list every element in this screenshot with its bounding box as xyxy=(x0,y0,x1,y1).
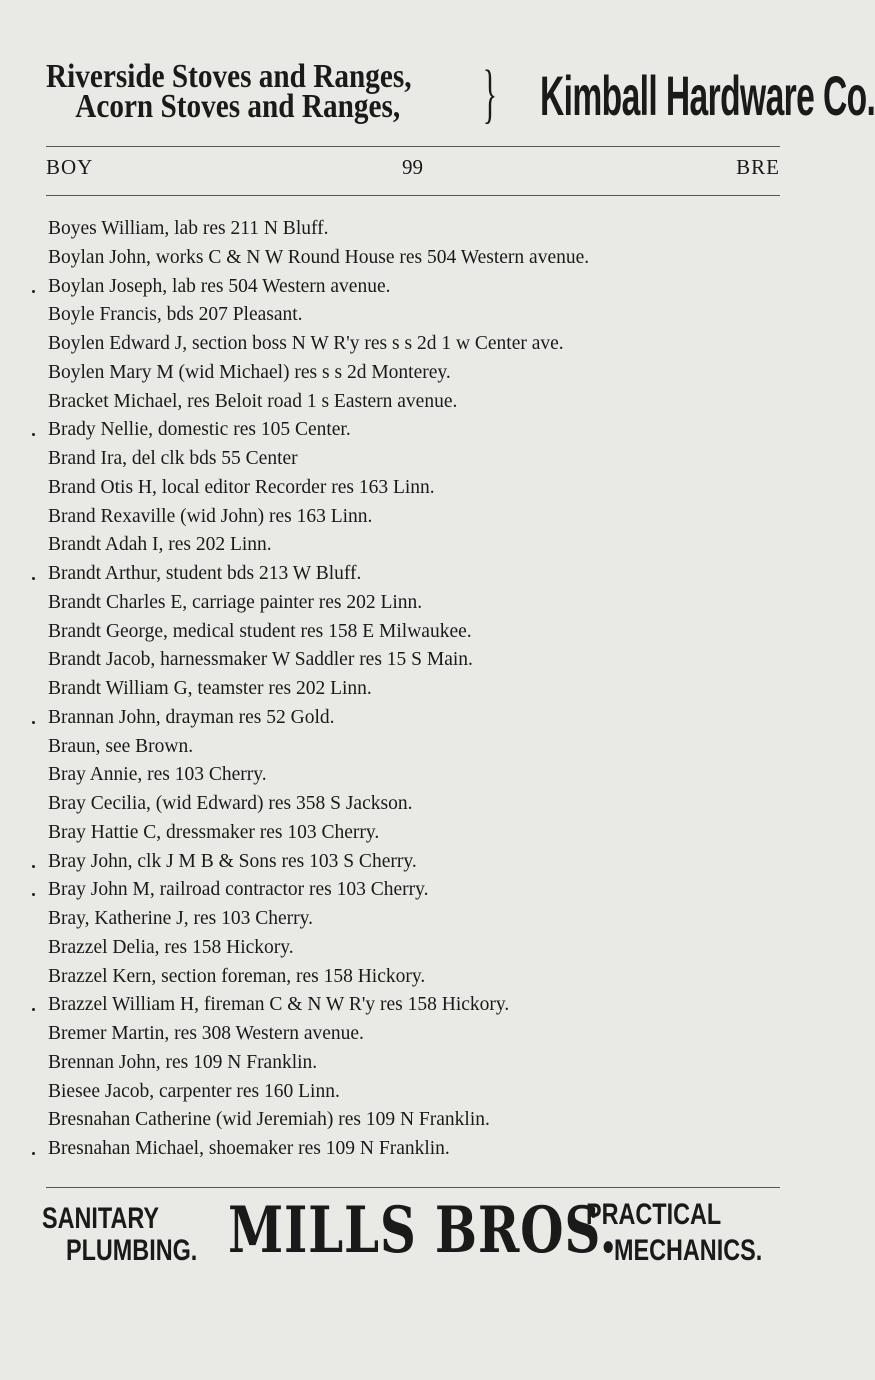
directory-entry: Brannan John, drayman res 52 Gold. xyxy=(48,704,808,733)
kimball-hardware-name: Kimball Hardware Co. xyxy=(540,64,875,127)
directory-entry: Brazzel Kern, section foreman, res 158 Hickory. xyxy=(48,965,426,987)
header-bottom-rule xyxy=(46,195,780,196)
directory-entry: Brandt George, medical student res 158 E Milwaukee. xyxy=(48,620,472,642)
directory-entry: Brand Otis H, local editor Recorder res 163 Linn. xyxy=(48,476,435,498)
directory-entry: Brazzel William H, fireman C & N W R'y res 158 Hickory. xyxy=(48,991,808,1020)
directory-entry: Braun, see Brown. xyxy=(48,735,194,757)
directory-entry: Bresnahan Michael, shoemaker res 109 N Franklin. xyxy=(48,1135,808,1164)
footer-advertisement xyxy=(40,1193,785,1276)
directory-entry: Boylen Mary M (wid Michael) res s s 2d Monterey. xyxy=(48,361,451,383)
stoves-advert-text xyxy=(46,58,424,125)
running-head-right: BRE xyxy=(736,155,780,179)
running-head-left: BOY xyxy=(46,155,94,179)
directory-entry: Boylen Edward J, section boss N W R'y res s s 2d 1 w Center ave. xyxy=(48,333,564,354)
directory-entry: Bray John, clk J M B & Sons res 103 S Cherry. xyxy=(48,848,808,877)
running-head xyxy=(46,155,780,183)
directory-entry: Brandt Adah I, res 202 Linn. xyxy=(48,534,272,556)
ad-mechanics: MECHANICS. xyxy=(614,1234,763,1267)
directory-entry: Bray Cecilia, (wid Edward) res 358 S Jackson. xyxy=(48,793,413,814)
directory-entry: Bray, Katherine J, res 103 Cherry. xyxy=(48,908,313,929)
directory-entry: Bray John M, railroad contractor res 103 Cherry. xyxy=(48,876,808,905)
ad-practical: PRACTICAL xyxy=(586,1198,722,1231)
mills-bros-name: MILLS BROS. xyxy=(228,1193,618,1268)
directory-entry: Boyle Francis, bds 207 Pleasant. xyxy=(48,304,303,326)
ad-plumbing: PLUMBING. xyxy=(66,1234,198,1267)
directory-entry: Boylan Joseph, lab res 504 Western avenue. xyxy=(48,273,808,302)
directory-entry: Boyes William, lab res 211 N Bluff. xyxy=(48,218,329,239)
directory-entry: Boylan John, works C & N W Round House res 504 Western avenue. xyxy=(48,246,590,268)
directory-entries xyxy=(48,215,808,1164)
page-number: 99 xyxy=(402,155,423,179)
footer-rule xyxy=(46,1187,780,1188)
brace-glyph: } xyxy=(482,57,497,130)
ad-sanitary: SANITARY xyxy=(42,1202,159,1235)
directory-entry: Brazzel Delia, res 158 Hickory. xyxy=(48,936,294,958)
directory-entry: Biesee Jacob, carpenter res 160 Linn. xyxy=(48,1080,340,1102)
ad-line-acorn: Acorn Stoves and Ranges, xyxy=(75,88,401,125)
directory-entry: Brandt Arthur, student bds 213 W Bluff. xyxy=(48,560,808,589)
ad-line-riverside: Riverside Stoves and Ranges, xyxy=(46,58,412,95)
directory-entry: Bray Annie, res 103 Cherry. xyxy=(48,764,267,786)
directory-entry: Bray Hattie C, dressmaker res 103 Cherry. xyxy=(48,821,380,843)
directory-entry: Brandt Charles E, carriage painter res 202 Linn. xyxy=(48,591,423,613)
directory-entry: Brand Rexaville (wid John) res 163 Linn. xyxy=(48,505,373,527)
directory-entry: Brandt Jacob, harnessmaker W Saddler res 15 S Main. xyxy=(48,649,473,671)
directory-entry: Brandt William G, teamster res 202 Linn. xyxy=(48,678,372,699)
header-top-rule xyxy=(46,146,780,147)
directory-entry: Bremer Martin, res 308 Western avenue. xyxy=(48,1023,364,1044)
directory-entry: Bracket Michael, res Beloit road 1 s Eastern avenue. xyxy=(48,390,458,412)
directory-entry: Brady Nellie, domestic res 105 Center. xyxy=(48,416,808,445)
directory-entry: Bresnahan Catherine (wid Jeremiah) res 109 N Franklin. xyxy=(48,1109,490,1131)
directory-entry: Brand Ira, del clk bds 55 Center xyxy=(48,448,298,469)
header-advertisement xyxy=(46,57,875,138)
directory-entry: Brennan John, res 109 N Franklin. xyxy=(48,1051,318,1073)
